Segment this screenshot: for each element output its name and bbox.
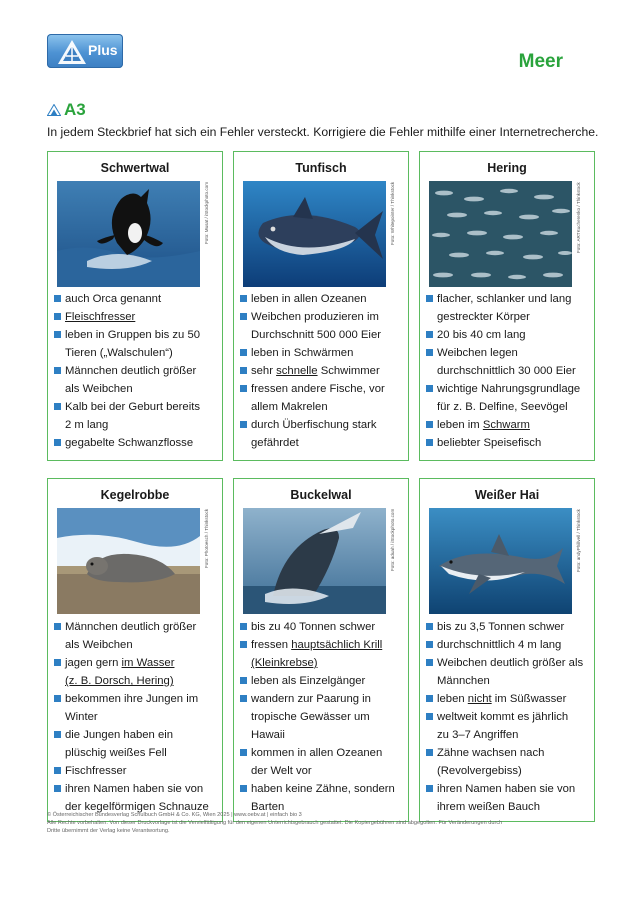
- fact-text: Hawaii: [251, 729, 285, 741]
- fact-text: als Weibchen: [65, 639, 133, 651]
- fact-text: auch Orca genannt: [65, 293, 162, 305]
- fact-text: (Revolvergebiss): [437, 765, 522, 777]
- fact-item: [52, 308, 219, 326]
- fact-text: fressen andere Fische, vor: [251, 383, 385, 395]
- fact-text: 2 m lang: [65, 419, 109, 431]
- photo-credit: Foto: Whitepointer / Thinkstock: [390, 182, 395, 246]
- plus-badge-label: Plus: [88, 42, 118, 58]
- fact-item: [238, 744, 405, 780]
- fact-text: kommen in allen Ozeanen: [251, 747, 383, 759]
- fact-text: Tieren („Walschulen“): [65, 347, 173, 359]
- fact-text: Weibchen deutlich größer als: [437, 657, 584, 669]
- fact-text: Fleischfresser: [65, 311, 136, 323]
- fact-text: Zähne wachsen nach: [437, 747, 545, 759]
- underlined-error-text: nicht: [467, 693, 492, 705]
- fact-text: (z. B. Dorsch, Hering): [65, 675, 174, 687]
- fact-text: die Jungen haben ein: [65, 729, 174, 741]
- fact-text: tropische Gewässer um: [251, 711, 370, 723]
- fact-text: ihrem weißen Bauch: [437, 801, 540, 813]
- fact-text: Schwimmer: [317, 365, 380, 377]
- fact-item: [424, 618, 591, 636]
- task-number: A3: [64, 100, 86, 119]
- tuna-photo: [243, 181, 386, 287]
- fact-item: [238, 290, 405, 308]
- fact-text: flacher, schlanker und lang: [437, 293, 572, 305]
- fact-text: Barten: [251, 801, 285, 813]
- fact-text: 20 bis 40 cm lang: [437, 329, 526, 341]
- task-instruction: In jedem Steckbrief hat sich ein Fehler versteckt. Korrigiere die Fehler mithilfe einer Internetrecherche.: [47, 125, 599, 139]
- fact-list: [424, 290, 591, 452]
- fact-text: für z. B. Delfine, Seevögel: [437, 401, 568, 413]
- task-header: [47, 100, 86, 120]
- fact-item: [52, 654, 219, 690]
- fact-text: Kalb bei der Geburt bereits: [65, 401, 201, 413]
- fact-text: der kegelförmigen Schnauze: [65, 801, 209, 813]
- profile-card-schwertwal: [47, 151, 223, 461]
- fact-text: leben als Einzelgänger: [251, 675, 366, 687]
- fact-item: [424, 326, 591, 344]
- photo-credit: Foto: Musat / iStockphoto.com: [204, 182, 209, 245]
- fact-item: [52, 690, 219, 726]
- fact-text: jagen gern: [65, 657, 122, 669]
- photo-credit: Foto: ARTKucherenko / Thinkstock: [576, 182, 581, 253]
- fact-text: Weibchen produzieren im: [251, 311, 379, 323]
- fact-item: [238, 344, 405, 362]
- photo-credit: Foto: andyPhillvell / Thinkstock: [576, 509, 581, 572]
- fact-text: wichtige Nahrungsgrundlage: [437, 383, 581, 395]
- card-title: Hering: [487, 161, 527, 175]
- fact-text: haben keine Zähne, sondern: [251, 783, 395, 795]
- fact-text: gefährdet: [251, 437, 299, 449]
- fact-text: bis zu 3,5 Tonnen schwer: [437, 621, 565, 633]
- fact-item: [238, 618, 405, 636]
- fact-list: [238, 290, 405, 452]
- profile-card-tunfisch: [233, 151, 409, 461]
- fact-text: (Kleinkrebse): [251, 657, 318, 669]
- fact-item: [238, 308, 405, 344]
- great-white-shark-photo: [429, 508, 572, 614]
- grey-seal-photo: [57, 508, 200, 614]
- fact-item: [238, 672, 405, 690]
- fact-item: [52, 362, 219, 398]
- fact-item: [424, 344, 591, 380]
- topic-title: Meer: [518, 51, 563, 72]
- fact-item: [424, 708, 591, 744]
- card-title: Schwertwal: [100, 161, 170, 175]
- fact-text: beliebter Speisefisch: [437, 437, 542, 449]
- profile-card-hering: [419, 151, 595, 461]
- fact-item: [52, 618, 219, 654]
- fact-text: der Welt vor: [251, 765, 312, 777]
- fact-text: Weibchen legen: [437, 347, 518, 359]
- fact-text: leben: [437, 693, 468, 705]
- copyright-footer: [47, 811, 607, 836]
- fact-text: leben im: [437, 419, 483, 431]
- footer-line-3: Dritte übernimmt der Verlag keine Verantwortung.: [47, 828, 170, 835]
- fact-item: [238, 416, 405, 452]
- fact-item: [424, 416, 591, 434]
- fact-item: [52, 726, 219, 762]
- fact-text: fressen: [251, 639, 292, 651]
- fact-text: Männchen deutlich größer: [65, 621, 197, 633]
- card-title: Buckelwal: [290, 488, 352, 502]
- fact-item: [238, 690, 405, 744]
- fact-text: im Süßwasser: [491, 693, 567, 705]
- fact-text: plüschig weißes Fell: [65, 747, 167, 759]
- fact-text: Durchschnitt 500 000 Eier: [251, 329, 381, 341]
- fact-item: [424, 690, 591, 708]
- fact-text: weltweit kommt es jährlich: [437, 711, 569, 723]
- humpback-whale-photo: [243, 508, 386, 614]
- fact-text: Männchen: [437, 675, 490, 687]
- fact-text: durchschnittlich 4 m lang: [437, 639, 562, 651]
- fact-item: [424, 290, 591, 326]
- fact-text: wandern zur Paarung in: [251, 693, 371, 705]
- fact-text: Männchen deutlich größer: [65, 365, 197, 377]
- fact-text: bekommen ihre Jungen im: [65, 693, 199, 705]
- underlined-error-text: hauptsächlich Krill: [291, 639, 383, 651]
- fact-item: [238, 636, 405, 672]
- fact-item: [424, 636, 591, 654]
- card-title: Kegelrobbe: [100, 488, 170, 502]
- triangle-logo-icon: [57, 39, 87, 65]
- fact-text: bis zu 40 Tonnen schwer: [251, 621, 376, 633]
- underlined-error-text: Schwarm: [482, 419, 530, 431]
- fact-item: [424, 654, 591, 690]
- herring-photo: [429, 181, 572, 287]
- fact-text: zu 3–7 Angriffen: [437, 729, 519, 741]
- card-title: Weißer Hai: [474, 488, 540, 502]
- fact-text: leben in Schwärmen: [251, 347, 354, 359]
- fact-list: [238, 618, 405, 816]
- fact-item: [52, 762, 219, 780]
- fact-item: [424, 380, 591, 416]
- fact-item: [52, 290, 219, 308]
- fact-text: ihren Namen haben sie von: [437, 783, 576, 795]
- plus-logo: [47, 34, 123, 68]
- underlined-error-text: im Wasser: [121, 657, 175, 669]
- fact-item: [424, 434, 591, 452]
- fact-text: leben in Gruppen bis zu 50: [65, 329, 201, 341]
- photo-credit: Foto: aduah / iStockphoto.com: [390, 509, 395, 572]
- profile-card-weisser-hai: [419, 478, 595, 822]
- fact-list: [52, 618, 219, 816]
- profile-card-buckelwal: [233, 478, 409, 822]
- fact-item: [238, 380, 405, 416]
- fact-text: durchschnittlich 30 000 Eier: [437, 365, 576, 377]
- fact-item: [52, 398, 219, 434]
- fact-text: durch Überfischung stark: [251, 419, 377, 431]
- fact-list: [52, 290, 219, 452]
- footer-line-2: Alle Rechte vorbehalten. Von dieser Druckvorlage ist die Vervielfältigung für den eigenen Unterrichtsgebrauch gestattet. Die Kopiergebühren sind abgegolten. Für Veränderungen durch: [47, 820, 503, 827]
- photo-credit: Foto: Photoesch / Thinkstock: [204, 509, 209, 569]
- fact-item: [238, 362, 405, 380]
- card-title: Tunfisch: [295, 161, 347, 175]
- difficulty-triangle-icon: [47, 104, 61, 116]
- fact-text: gegabelte Schwanzflosse: [65, 437, 194, 449]
- fact-text: leben in allen Ozeanen: [251, 293, 367, 305]
- fact-list: [424, 618, 591, 816]
- fact-item: [52, 434, 219, 452]
- fact-text: allem Makrelen: [251, 401, 328, 413]
- footer-line-1: © Österreichischer Bundesverlag Schulbuch GmbH & Co. KG, Wien 2025 | www.oebv.at | einfach bio 3: [47, 812, 302, 818]
- fact-text: Fischfresser: [65, 765, 127, 777]
- fact-text: ihren Namen haben sie von: [65, 783, 204, 795]
- fact-text: als Weibchen: [65, 383, 133, 395]
- fact-item: [424, 744, 591, 780]
- fact-text: gestreckter Körper: [437, 311, 530, 323]
- fact-item: [52, 326, 219, 362]
- fact-text: Winter: [65, 711, 98, 723]
- profile-card-kegelrobbe: [47, 478, 223, 822]
- underlined-error-text: schnelle: [276, 365, 318, 377]
- orca-photo: [57, 181, 200, 287]
- fact-text: sehr: [251, 365, 277, 377]
